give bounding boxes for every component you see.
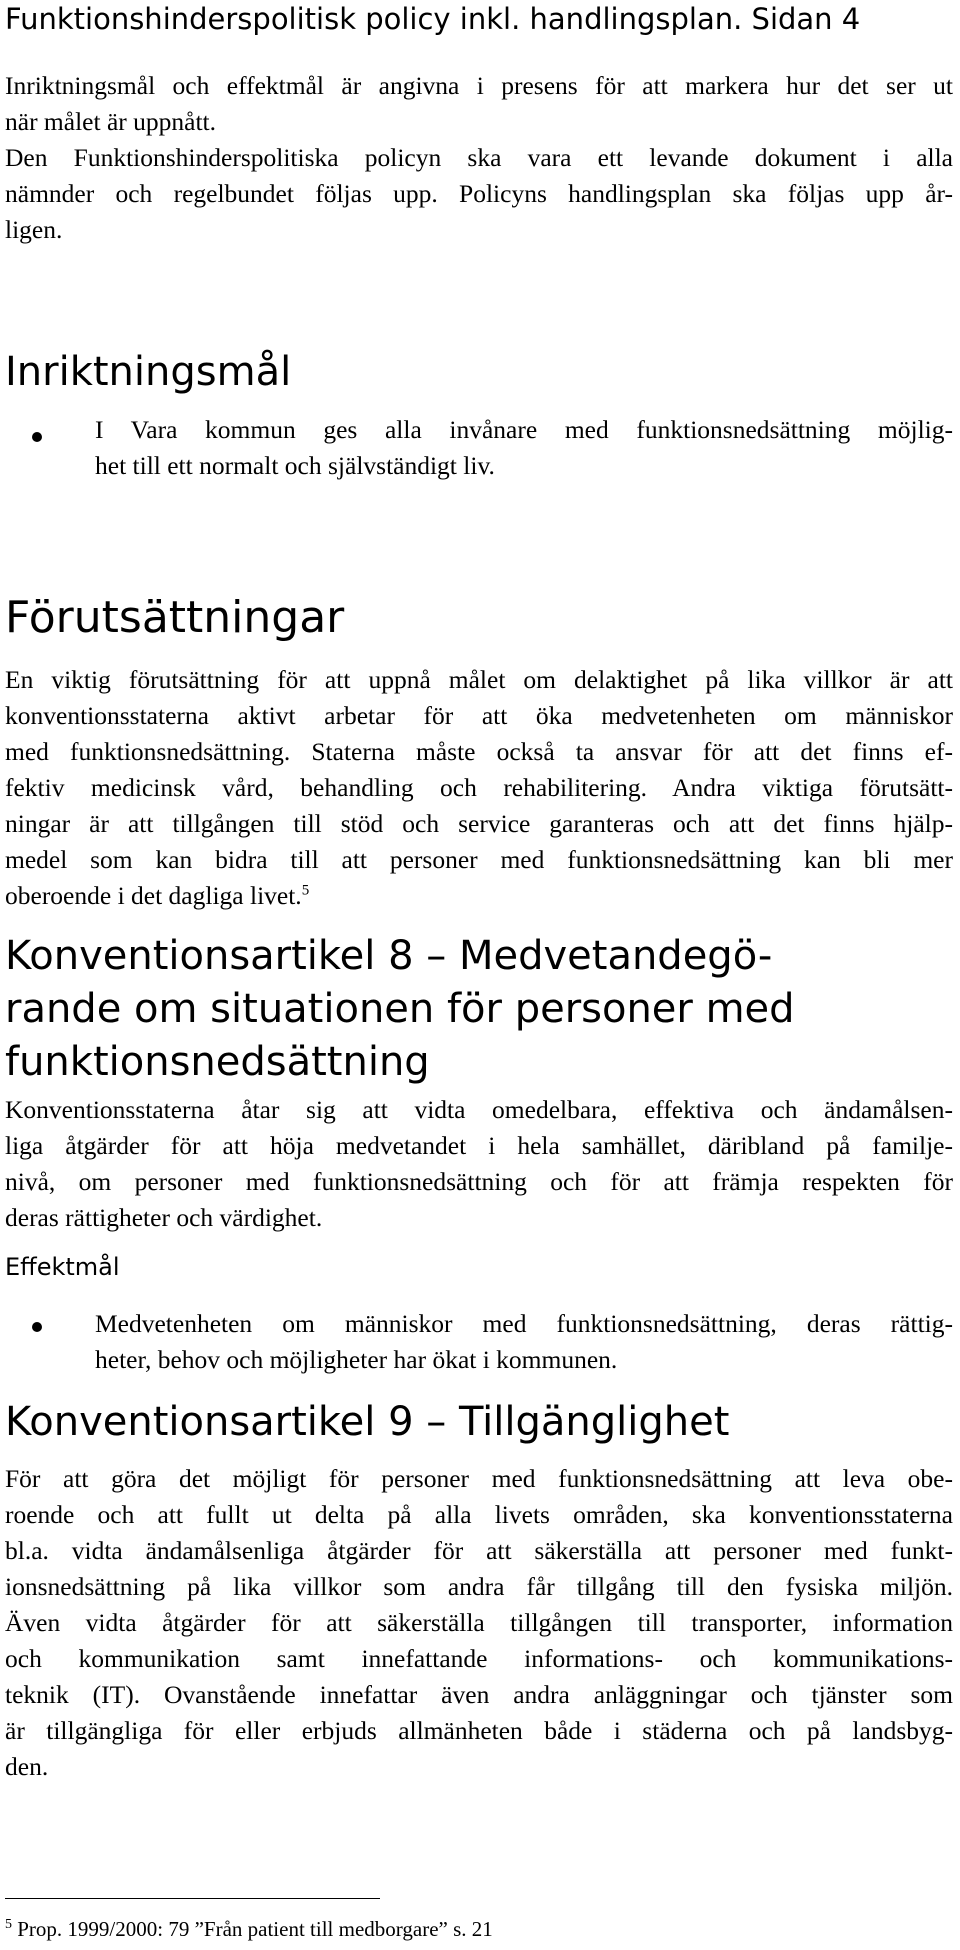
footnote-text: Prop. 1999/2000: 79 ”Från patient till medborgare” s. 21 (17, 1917, 493, 1941)
paragraph-line: teknik (IT). Ovanstående innefattar även andra anläggningar och tjänster som (5, 1680, 953, 1709)
artikel-9-text (5, 1461, 953, 1785)
heading-line: Konventionsartikel 8 – Medvetandegö- (5, 933, 773, 979)
paragraph-line: En viktig förutsättning för att uppnå målet om delaktighet på lika villkor är att (5, 665, 953, 694)
footnote (5, 1915, 493, 1943)
section-heading-artikel-9: Konventionsartikel 9 – Tillgänglighet (5, 1399, 730, 1445)
paragraph-line: den. (5, 1752, 49, 1781)
intro-text (5, 68, 953, 248)
paragraph-line: medel som kan bidra till att personer med funktionsnedsättning kan bli mer (5, 845, 953, 874)
bullet-icon (32, 432, 42, 442)
paragraph-line: roende och att fullt ut delta på alla livets områden, ska konventionsstaterna (5, 1500, 953, 1529)
intro-line: Inriktningsmål och effektmål är angivna i presens för att markera hur det ser ut (5, 71, 953, 100)
paragraph-line: och kommunikation samt innefattande informations- och kommunikations- (5, 1644, 953, 1673)
bullet-text (95, 412, 953, 484)
bullet-line: heter, behov och möjligheter har ökat i kommunen. (95, 1345, 618, 1374)
paragraph-line: ionsnedsättning på lika villkor som andra får tillgång till den fysiska miljön. (5, 1572, 953, 1601)
bullet-text (95, 1306, 953, 1378)
paragraph-line: bl.a. vidta ändamålsenliga åtgärder för att säkerställa att personer med funkt- (5, 1536, 953, 1565)
paragraph-line: liga åtgärder för att höja medvetandet i hela samhället, däribland på familje- (5, 1131, 953, 1160)
artikel-8-text (5, 1092, 953, 1236)
bullet-line: het till ett normalt och självständigt liv. (95, 451, 495, 480)
paragraph-line: är tillgängliga för eller erbjuds allmänheten både i städerna och på landsbyg- (5, 1716, 953, 1745)
paragraph-line-text: oberoende i det dagliga livet. (5, 881, 302, 910)
paragraph-line: deras rättigheter och värdighet. (5, 1203, 323, 1232)
footnote-divider (5, 1898, 380, 1899)
section-heading-inriktningsmal: Inriktningsmål (5, 349, 292, 395)
paragraph-line: Även vidta åtgärder för att säkerställa tillgången till transporter, information (5, 1608, 953, 1637)
intro-line: nämnder och regelbundet följas upp. Policyns handlingsplan ska följas upp år- (5, 179, 953, 208)
paragraph-line: nivå, om personer med funktionsnedsättning och för att främja respekten för (5, 1167, 953, 1196)
paragraph-line: med funktionsnedsättning. Staterna måste också ta ansvar för att det finns ef- (5, 737, 953, 766)
bullet-line: Medvetenheten om människor med funktionsnedsättning, deras rättig- (95, 1309, 953, 1338)
subheading-effektmal: Effektmål (5, 1253, 120, 1281)
section-heading-artikel-8 (5, 930, 795, 1089)
forutsattningar-text (5, 662, 953, 914)
intro-line: när målet är uppnått. (5, 107, 216, 136)
intro-line: Den Funktionshinderspolitiska policyn ska vara ett levande dokument i alla (5, 143, 953, 172)
paragraph-line: konventionsstaterna aktivt arbetar för att öka medvetenheten om människor (5, 701, 953, 730)
paragraph-line: För att göra det möjligt för personer med funktionsnedsättning att leva obe- (5, 1464, 953, 1493)
paragraph-line: fektiv medicinsk vård, behandling och rehabilitering. Andra viktiga förutsätt- (5, 773, 953, 802)
paragraph-line (5, 878, 953, 914)
bullet-icon (32, 1322, 42, 1332)
heading-line: rande om situationen för personer med (5, 986, 795, 1032)
footnote-mark: 5 (5, 1917, 12, 1932)
paragraph-line: ningar är att tillgången till stöd och service garanteras och att det finns hjälp- (5, 809, 953, 838)
page-header: Funktionshinderspolitisk policy inkl. handlingsplan. Sidan 4 (5, 2, 861, 36)
section-heading-forutsattningar: Förutsättningar (5, 592, 345, 643)
paragraph-line: Konventionsstaterna åtar sig att vidta omedelbara, effektiva och ändamålsen- (5, 1095, 953, 1124)
footnote-reference: 5 (301, 882, 310, 899)
heading-line: funktionsnedsättning (5, 1039, 430, 1085)
intro-line: ligen. (5, 215, 63, 244)
bullet-line: I Vara kommun ges alla invånare med funktionsnedsättning möjlig- (95, 415, 953, 444)
